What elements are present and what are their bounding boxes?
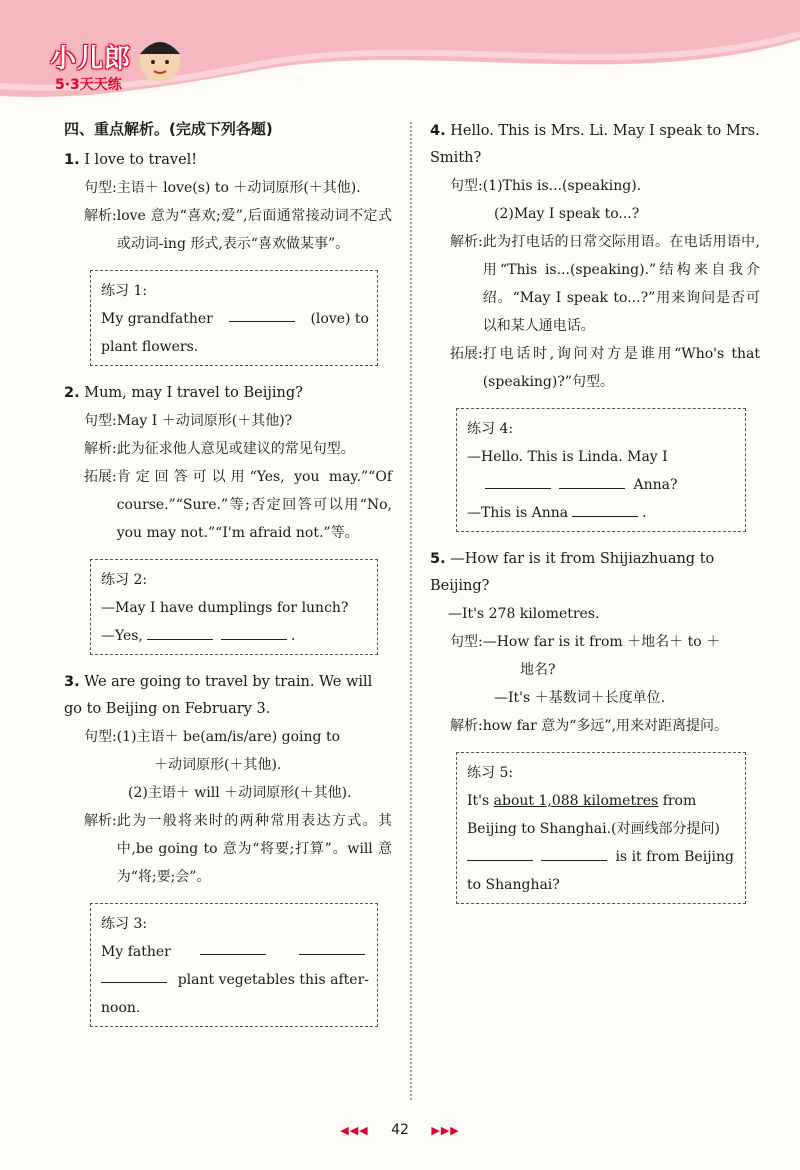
- item-number: 2.: [64, 385, 80, 401]
- exercise-text: .: [642, 505, 647, 521]
- answer-blank[interactable]: [559, 472, 625, 489]
- exercise-box-2: [90, 559, 378, 655]
- exercise-text: (love) to: [310, 311, 369, 327]
- exercise-title: 练习 1:: [101, 283, 148, 299]
- exercise-text: from Beijing to Shanghai.(对画线部分提问): [467, 793, 720, 837]
- exercise-box-1: [90, 270, 378, 366]
- pattern-text: 地名?: [520, 662, 556, 678]
- item-number: 3.: [64, 674, 80, 690]
- extension-label: 拓展:: [84, 469, 117, 485]
- analysis-text: 此为打电话的日常交际用语。在电话用语中,用“This is...(speaking).”结构来自我介绍。“May I speak to...?”用来询问是否可以和某人通电话。: [482, 234, 760, 334]
- item-question: —How far is it from Shijiazhuang to Beijing?: [430, 551, 715, 594]
- exercise-box-5: [456, 752, 746, 904]
- right-column: [430, 118, 760, 918]
- answer-blank[interactable]: [200, 938, 266, 955]
- pattern-text: —How far is it from ＋地名＋ to ＋: [482, 634, 721, 650]
- pattern-text: (1)This is...(speaking).: [482, 178, 642, 194]
- exercise-text: to Shanghai?: [467, 877, 560, 893]
- item-question: Hello. This is Mrs. Li. May I speak to Mrs. Smith?: [430, 123, 760, 166]
- analysis-text: how far 意为“多远”,用来对距离提问。: [482, 718, 729, 734]
- pattern-text: May I ＋动词原形(＋其他)?: [116, 413, 293, 429]
- underlined-phrase: about 1,088 kilometres: [493, 793, 659, 809]
- extension-text: 肯定回答可以用“Yes, you may.”“Of course.”“Sure.”等;否定回答可以用“No, you may not.”“I'm afraid not.”等。: [116, 469, 392, 541]
- analysis-label: 解析:: [450, 234, 483, 250]
- logo-title: 小儿郎: [50, 44, 132, 74]
- item-1: [64, 147, 392, 366]
- page-footer: [0, 1122, 800, 1138]
- exercise-text: noon.: [101, 1000, 141, 1016]
- pattern-text: —It's ＋基数词＋长度单位.: [494, 690, 666, 706]
- exercise-text: My father: [101, 944, 171, 960]
- exercise-text: It's: [467, 793, 490, 809]
- exercise-text: plant flowers.: [101, 339, 199, 355]
- answer-blank[interactable]: [572, 500, 638, 517]
- answer-blank[interactable]: [147, 623, 213, 640]
- analysis-label: 解析:: [84, 441, 117, 457]
- item-question: Mum, may I travel to Beijing?: [84, 385, 303, 401]
- exercise-text: —May I have dumplings for lunch?: [101, 600, 349, 616]
- item-question: We are going to travel by train. We will go to Beijing on February 3.: [64, 674, 373, 717]
- exercise-title: 练习 5:: [467, 765, 514, 781]
- exercise-text: plant vegetables this after-: [177, 972, 369, 988]
- analysis-label: 解析:: [450, 718, 483, 734]
- answer-blank[interactable]: [229, 305, 295, 322]
- pattern-text: ＋动词原形(＋其他).: [154, 757, 282, 773]
- pattern-label: 句型:: [84, 413, 117, 429]
- item-number: 5.: [430, 551, 446, 567]
- page-number: 42: [391, 1122, 409, 1138]
- exercise-title: 练习 2:: [101, 572, 148, 588]
- item-5: [430, 546, 760, 904]
- arrow-left-icon: ◀◀◀: [340, 1124, 369, 1137]
- item-4: [430, 118, 760, 532]
- item-number: 4.: [430, 123, 446, 139]
- exercise-text: .: [290, 628, 296, 644]
- extension-text: 打电话时,询问对方是谁用“Who's that (speaking)?”句型。: [482, 346, 760, 390]
- analysis-text: love 意为“喜欢;爱”,后面通常接动词不定式或动词-ing 形式,表示“喜欢做某事”。: [116, 208, 392, 252]
- item-answer: —It's 278 kilometres.: [448, 606, 600, 622]
- pattern-label: 句型:: [84, 729, 117, 745]
- exercise-text: is it from Beijing: [615, 849, 734, 865]
- item-2: [64, 380, 392, 655]
- answer-blank[interactable]: [541, 844, 607, 861]
- answer-blank[interactable]: [299, 938, 365, 955]
- analysis-text: 此为一般将来时的两种常用表达方式。其中,be going to 意为“将要;打算”。will 意为“将;要;会”。: [116, 813, 392, 885]
- analysis-label: 解析:: [84, 813, 117, 829]
- item-number: 1.: [64, 152, 80, 168]
- exercise-text: My grandfather: [101, 311, 213, 327]
- pattern-label: 句型:: [84, 180, 117, 196]
- pattern-text: 主语＋ love(s) to ＋动词原形(＋其他).: [116, 180, 361, 196]
- exercise-text: Anna?: [633, 477, 678, 493]
- analysis-label: 解析:: [84, 208, 117, 224]
- exercise-text: —Hello. This is Linda. May I: [467, 449, 668, 465]
- exercise-text: —Yes,: [101, 628, 143, 644]
- answer-blank[interactable]: [101, 966, 167, 983]
- exercise-box-4: [456, 408, 746, 532]
- exercise-title: 练习 3:: [101, 916, 148, 932]
- answer-blank[interactable]: [467, 844, 533, 861]
- pattern-text: (2)May I speak to...?: [494, 206, 640, 222]
- exercise-text: —This is Anna: [467, 505, 569, 521]
- extension-label: 拓展:: [450, 346, 483, 362]
- logo-subtitle: 5·3天天练: [55, 77, 122, 93]
- answer-blank[interactable]: [221, 623, 287, 640]
- pattern-text: (1)主语＋ be(am/is/are) going to: [116, 729, 341, 745]
- page-header: [0, 0, 800, 112]
- pattern-label: 句型:: [450, 634, 483, 650]
- section-title: 四、重点解析。(完成下列各题): [64, 120, 273, 138]
- analysis-text: 此为征求他人意见或建议的常见句型。: [116, 441, 355, 457]
- arrow-right-icon: ▶▶▶: [431, 1124, 460, 1137]
- pattern-label: 句型:: [450, 178, 483, 194]
- column-divider: [410, 122, 412, 1100]
- item-3: [64, 669, 392, 1027]
- left-column: [64, 118, 392, 1041]
- exercise-box-3: [90, 903, 378, 1027]
- pattern-text: (2)主语＋ will ＋动词原形(＋其他).: [128, 785, 352, 801]
- exercise-title: 练习 4:: [467, 421, 514, 437]
- item-question: I love to travel!: [84, 152, 198, 168]
- answer-blank[interactable]: [485, 472, 551, 489]
